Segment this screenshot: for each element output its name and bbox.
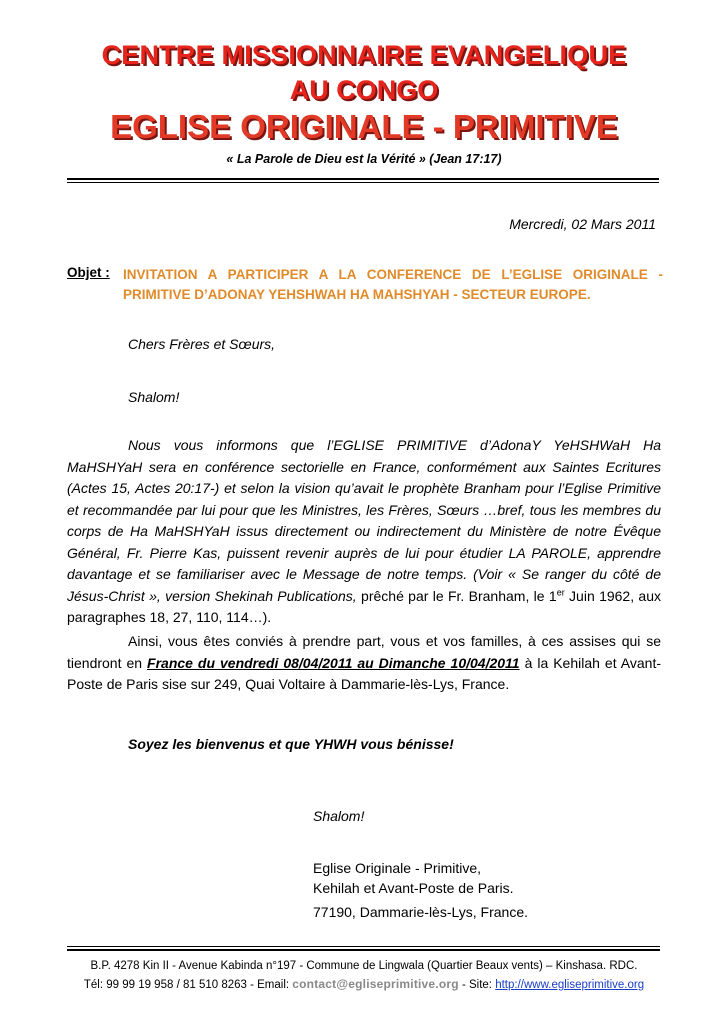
footer-site-link[interactable]: http://www.egliseprimitive.org — [495, 979, 645, 991]
letter-date: Mercredi, 02 Mars 2011 — [509, 216, 656, 232]
body-paragraph-1-end: Juin 1962, aux paragraphes 18, 27, 110, 114…). — [67, 587, 662, 625]
header-divider — [67, 178, 659, 180]
header-org-name: CENTRE MISSIONNAIRE EVANGELIQUE — [101, 40, 627, 70]
salutation: Chers Frères et Sœurs, — [128, 336, 276, 352]
body-paragraph-2 — [67, 631, 661, 696]
conference-dates: France du vendredi 08/04/2011 au Dimanche 10/04/2011 — [147, 654, 520, 671]
shalom-opening: Shalom! — [128, 389, 180, 405]
header-org-country: AU CONGO — [289, 75, 439, 105]
signature-line-2: Kehilah et Avant-Poste de Paris. — [313, 880, 514, 896]
footer-address: B.P. 4278 Kin II - Avenue Kabinda n°197 - Commune de Lingwala (Quartier Beaux vents) – Kinshasa. RDC. — [90, 960, 638, 972]
shalom-closing: Shalom! — [313, 808, 365, 824]
signature-line-3: 77190, Dammarie-lès-Lys, France. — [313, 904, 529, 920]
ordinal-suffix: er — [556, 586, 565, 597]
footer-contact — [0, 977, 728, 991]
signature-line-1: Eglise Originale - Primitive, — [313, 860, 482, 876]
body-paragraph-1-tail: prêché par le Fr. Branham, le 1 — [361, 587, 557, 604]
footer-site-label: - Site: — [458, 979, 496, 991]
body-paragraph-1-text: Nous vous informons que l’EGLISE PRIMITIVE d’AdonaY YeHSHWaH Ha MaHSHYaH sera en conférence sectorielle en France, conformément aux Saintes Ecritures (Actes 15, Actes 20:17-) et selon la vision qu’avait le prophète Branham pour l’Eglise Primitive et recommandée par lui pour que les Ministres, les Frères, Sœurs …bref, tous les membres du corps de Ha MaHSHYaH issus directement ou indirectement du Ministère de notre Évêque Général, Fr. Pierre Kas, puissent revenir auprès de lui pour étudier LA PAROLE, apprendre davantage et se familiariser avec le Message de notre temps. (Voir « Se ranger du côté de Jésus-Christ », version Shekinah Publications, — [67, 437, 661, 604]
blessing: Soyez les bienvenus et que YHWH vous bénisse! — [128, 736, 454, 752]
body-paragraph-2-end: à la Kehilah et Avant-Poste de Paris sise sur 249, Quai Voltaire à Dammarie-lès-Lys, France. — [67, 654, 661, 692]
footer-divider-thin — [67, 946, 660, 947]
subject-text: INVITATION A PARTICIPER A LA CONFERENCE DE L’EGLISE ORIGINALE - PRIMITIVE D’ADONAY YEHSHWAH HA MAHSHYAH - SECTEUR EUROPE. — [123, 267, 663, 302]
body-paragraph-1 — [67, 435, 661, 629]
footer-divider — [67, 949, 660, 951]
header-divider-thin — [67, 182, 659, 183]
footer-email: contact@egliseprimitive.org — [292, 977, 459, 991]
footer-phone: Tél: 99 99 19 958 / 81 510 8263 - Email: — [83, 979, 293, 991]
header-church-name: EGLISE ORIGINALE - PRIMITIVE — [110, 108, 618, 145]
header-motto: « La Parole de Dieu est la Vérité » (Jean 17:17) — [226, 152, 502, 166]
body-paragraph-2-start: Ainsi, vous êtes conviés à prendre part, vous et vos familles, à ces assises qui se tiendront en — [67, 633, 661, 671]
subject-label: Objet : — [67, 265, 110, 280]
